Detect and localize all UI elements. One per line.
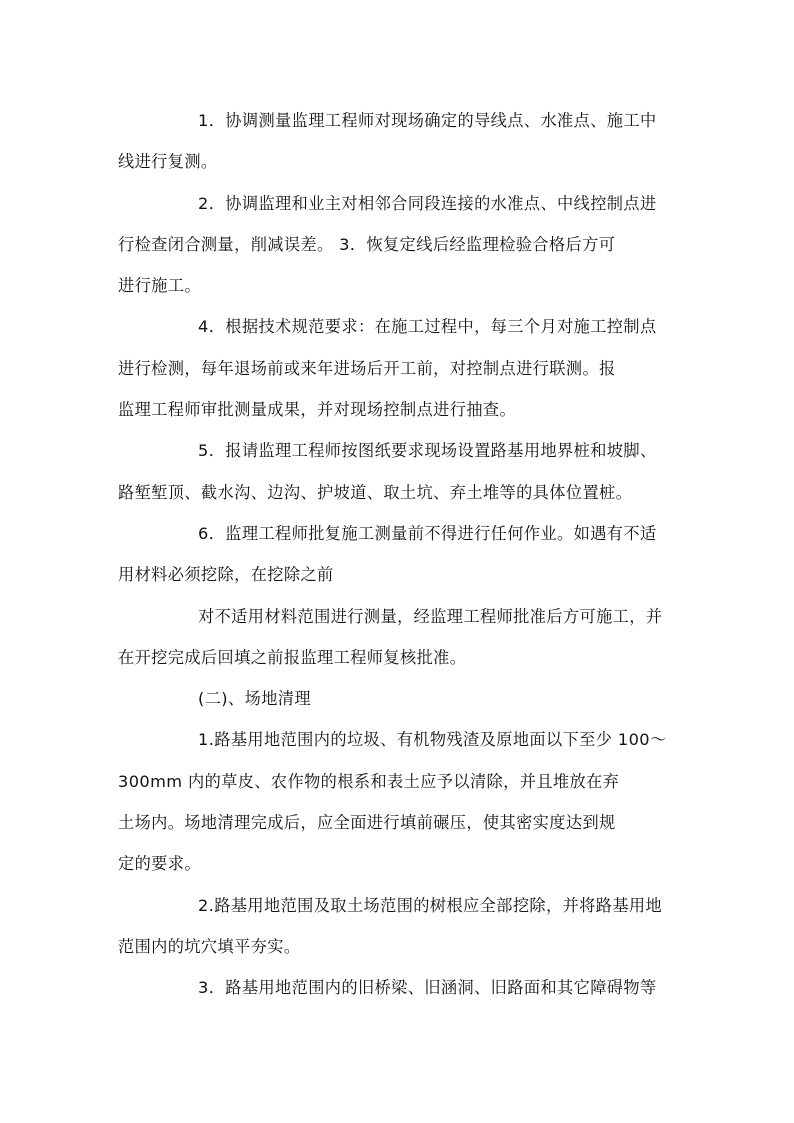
paragraph-survey-recheck bbox=[118, 100, 684, 183]
text-line: 进行检测，每年退场前或来年进场后开工前，对控制点进行联测。报 bbox=[118, 358, 616, 378]
text-line: 路堑堑顶、截水沟、边沟、护坡道、取土坑、弃土堆等的具体位置桩。 bbox=[118, 482, 633, 502]
text-line: 线进行复测。 bbox=[118, 152, 218, 172]
text-line: 300mm 内的草皮、农作物的根系和表土应予以清除，并且堆放在弃 bbox=[118, 771, 620, 791]
text-line: 监理工程师审批测量成果，并对现场控制点进行抽查。 bbox=[118, 400, 517, 420]
text-line: 在开挖完成后回填之前报监理工程师复核批准。 bbox=[118, 647, 467, 667]
paragraph-old-structures bbox=[118, 967, 684, 1008]
text-line: 对不适用材料范围进行测量，经监理工程师批准后方可施工，并 bbox=[198, 606, 663, 626]
section-heading: (二)、场地清理 bbox=[198, 689, 311, 709]
text-line: 范围内的坑穴填平夯实。 bbox=[118, 936, 301, 956]
text-line: 3．路基用地范围内的旧桥梁、旧涵洞、旧路面和其它障碍物等 bbox=[198, 978, 657, 998]
text-line: 定的要求。 bbox=[118, 854, 201, 874]
text-line: 2．协调监理和业主对相邻合同段连接的水准点、中线控制点进 bbox=[198, 193, 657, 213]
text-line: 2.路基用地范围及取土场范围的树根应全部挖除，并将路基用地 bbox=[198, 895, 663, 915]
text-line: 1．协调测量监理工程师对现场确定的导线点、水准点、施工中 bbox=[198, 111, 657, 130]
paragraph-approval-required bbox=[118, 513, 684, 596]
paragraph-unsuitable-material bbox=[118, 596, 684, 679]
text-line: 5．报请监理工程师按图纸要求现场设置路基用地界桩和坡脚、 bbox=[198, 441, 657, 461]
paragraph-clearing-debris bbox=[118, 719, 684, 884]
paragraph-stake-setting bbox=[118, 430, 684, 513]
text-line: 土场内。场地清理完成后，应全面进行填前碾压，使其密实度达到规 bbox=[118, 813, 616, 833]
document-body bbox=[118, 100, 684, 1009]
text-line: 1.路基用地范围内的垃圾、有机物残渣及原地面以下至少 100～ bbox=[198, 730, 667, 750]
text-line: 4．根据技术规范要求：在施工过程中，每三个月对施工控制点 bbox=[198, 317, 657, 337]
text-line: 进行施工。 bbox=[118, 276, 201, 296]
text-line: 用材料必须挖除，在挖除之前 bbox=[118, 565, 334, 585]
text-line: 6．监理工程师批复施工测量前不得进行任何作业。如遇有不适 bbox=[198, 523, 657, 543]
paragraph-control-point-check bbox=[118, 306, 684, 430]
text-line: 行检查闭合测量，削减误差。 3．恢复定线后经监理检验合格后方可 bbox=[118, 234, 616, 254]
paragraph-closed-survey bbox=[118, 183, 684, 307]
section-heading-site-clearing bbox=[118, 678, 684, 719]
paragraph-root-removal bbox=[118, 885, 684, 968]
